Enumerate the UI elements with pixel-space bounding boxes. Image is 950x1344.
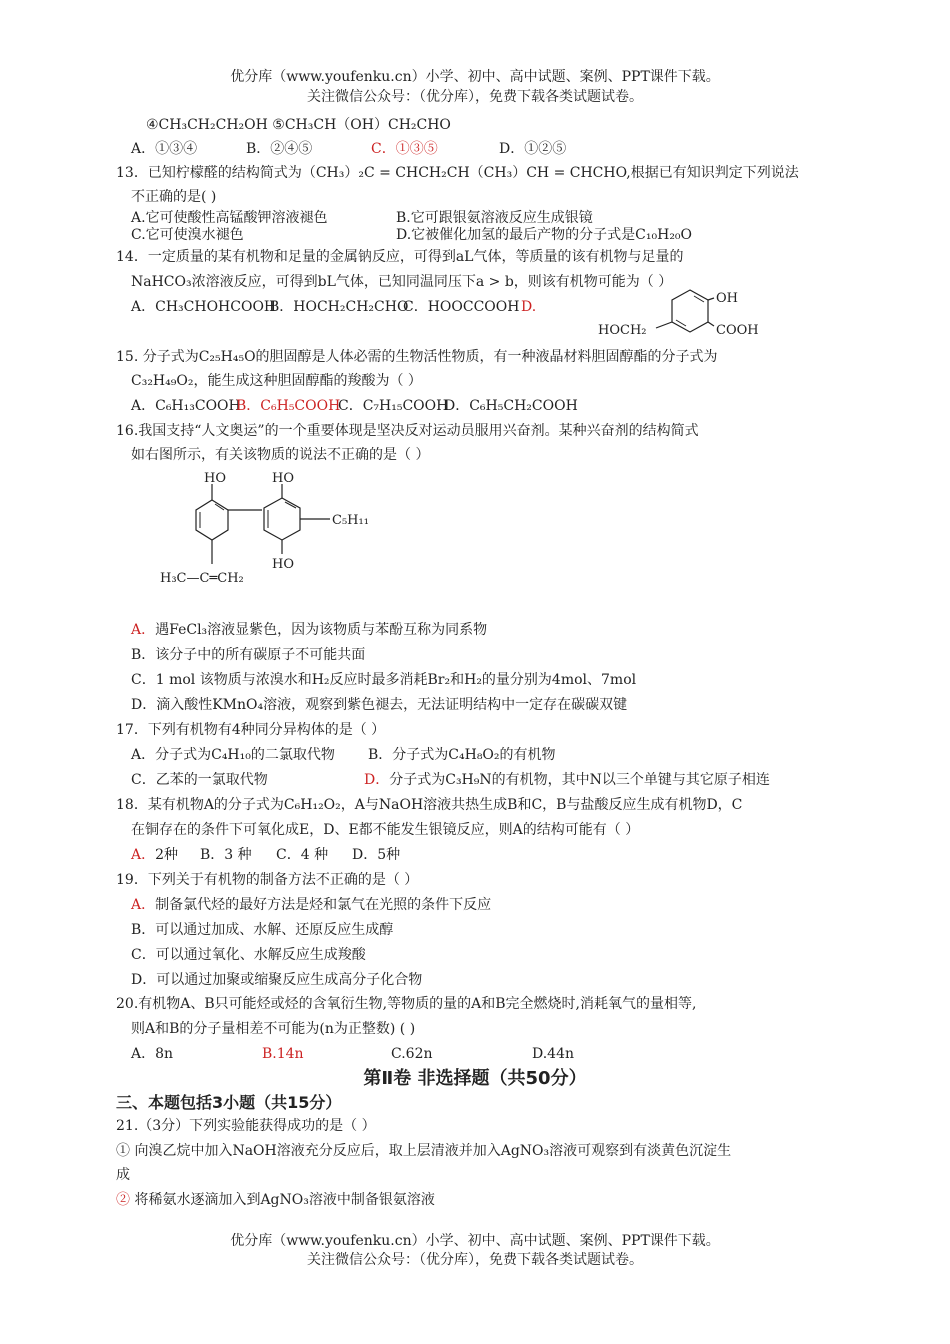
q12-option-a: A．①③④ — [131, 141, 198, 157]
q16-stem-1: 16.我国支持“人文奥运”的一个重要体现是坚决反对运动员服用兴奋剂。某种兴奋剂的结构简式 — [116, 423, 699, 439]
q18-option-c: C．4 种 — [276, 847, 329, 863]
label-ho-bottom: HO — [272, 557, 294, 572]
q16-option-d: D．滴入酸性KMnO₄溶液，观察到紫色褪去，无法证明结构中一定存在碳碳双键 — [131, 697, 628, 713]
q13-option-a: A.它可使酸性高锰酸钾溶液褪色 — [131, 210, 328, 226]
q15-option-a: A．C₆H₁₃COOH — [131, 398, 241, 414]
label-ho-left: HO — [204, 471, 226, 486]
q14-option-a: A．CH₃CHOHCOOH — [131, 299, 277, 315]
q14-option-d: D. — [521, 299, 537, 315]
q18-option-a — [131, 846, 178, 864]
section-3-heading: 三、本题包括3小题（共15分） — [116, 1093, 342, 1112]
q12-option-d: D．①②⑤ — [499, 141, 567, 157]
q14-structure-diagram — [590, 282, 790, 348]
q17-stem: 17．下列有机物有4种同分异构体的是（ ） — [116, 722, 386, 738]
q17-option-d-letter: D． — [364, 772, 390, 788]
label-c5h11: C₅H₁₁ — [332, 513, 369, 528]
q20-option-a: A．8n — [131, 1046, 174, 1062]
q21-item-2-mark: ② — [116, 1192, 130, 1208]
q15-option-c: C．C₇H₁₅COOH — [338, 398, 449, 414]
q12-option-c: C．①③⑤ — [371, 141, 438, 157]
q21-item-1: ① 向溴乙烷中加入NaOH溶液充分反应后，取上层清液并加入AgNO₃溶液可观察到有淡黄色沉淀生 — [116, 1143, 732, 1159]
q14-option-b: B．HOCH₂CH₂CHO — [269, 299, 409, 315]
q14-option-c: C．HOOCCOOH — [403, 299, 520, 315]
q17-option-d-text: 分子式为C₃H₉N的有机物，其中N以三个单键与其它原子相连 — [389, 772, 770, 788]
q13-option-c: C.它可使溴水褪色 — [131, 227, 244, 243]
label-ho-top: HO — [272, 471, 294, 486]
q14-stem-1: 14．一定质量的某有机物和足量的金属钠反应，可得到aL气体，等质量的该有机物与足量的 — [116, 249, 684, 265]
q20-option-d: D.44n — [532, 1046, 575, 1062]
q19-option-a — [131, 896, 491, 914]
q13-stem-2: 不正确的是( ) — [131, 189, 217, 205]
label-alkene: H₃C—C═CH₂ — [160, 571, 244, 586]
q18-stem-1: 18．某有机物A的分子式为C₆H₁₂O₂，A与NaOH溶液共热生成B和C，B与盐酸反应生成有机物D，C — [116, 797, 743, 813]
q21-stem: 21.（3分）下列实验能获得成功的是（ ） — [116, 1118, 376, 1134]
bond-hoch2 — [656, 322, 672, 328]
q21-item-2-text: 将稀氨水逐滴加入到AgNO₃溶液中制备银氨溶液 — [130, 1192, 435, 1208]
header-line-1: 优分库（www.youfenku.cn）小学、初中、高中试题、案例、PPT课件下载。 — [230, 69, 720, 85]
q13-stem-1: 13．已知柠檬醛的结构简式为（CH₃）₂C = CHCH₂CH（CH₃）CH = CHCHO,根据已有知识判定下列说法 — [116, 165, 799, 181]
q17-option-b: B．分子式为C₄H₈O₂的有机物 — [368, 747, 556, 763]
q17-option-c: C．乙苯的一氯取代物 — [131, 772, 268, 788]
q15-option-d: D．C₆H₅CH₂COOH — [444, 398, 578, 414]
q18-option-a-text: 2种 — [155, 847, 179, 863]
bond-oh — [708, 298, 714, 300]
left-benzene-ring — [196, 500, 228, 540]
q17-option-a: A．分子式为C₄H₁₀的二氯取代物 — [131, 747, 335, 763]
q20-option-b: B.14n — [262, 1046, 304, 1062]
part-2-title: 第Ⅱ卷 非选择题（共50分） — [363, 1068, 587, 1089]
q12-option-b: B．②④⑤ — [246, 141, 313, 157]
q21-item-2 — [116, 1191, 435, 1209]
q20-option-c: C.62n — [391, 1046, 433, 1062]
q19-option-c: C．可以通过氧化、水解反应生成羧酸 — [131, 947, 366, 963]
q16-option-c: C．1 mol 该物质与浓溴水和H₂反应时最多消耗Br₂和H₂的量分别为4mol、7mol — [131, 672, 637, 688]
q20-stem-1: 20.有机物A、B只可能烃或烃的含氧衍生物,等物质的量的A和B完全燃烧时,消耗氧气的量相等, — [116, 996, 697, 1012]
footer-line-1: 优分库（www.youfenku.cn）小学、初中、高中试题、案例、PPT课件下载。 — [230, 1233, 720, 1249]
q16-option-a-text: 遇FeCl₃溶液显紫色，因为该物质与苯酚互称为同系物 — [155, 622, 488, 638]
q16-option-a — [131, 621, 487, 639]
q18-option-a-letter: A． — [131, 847, 156, 863]
q13-option-b: B.它可跟银氨溶液反应生成银镜 — [396, 210, 593, 226]
q19-option-b: B．可以通过加成、水解、还原反应生成醇 — [131, 922, 394, 938]
label-cooh: COOH — [716, 323, 759, 338]
q20-stem-2: 则A和B的分子量相差不可能为(n为正整数) ( ) — [131, 1021, 416, 1037]
q15-option-b: B．C₆H₅COOH — [236, 398, 341, 414]
q18-stem-2: 在铜存在的条件下可氧化成E，D、E都不能发生银镜反应，则A的结构可能有（ ） — [131, 822, 640, 838]
q15-stem-2: C₃₂H₄₉O₂，能生成这种胆固醇酯的羧酸为（ ） — [131, 373, 422, 389]
q16-option-b: B．该分子中的所有碳原子不可能共面 — [131, 647, 366, 663]
q16-structure-diagram — [150, 468, 410, 594]
q14-stem-2: NaHCO₃浓溶液反应，可得到bL气体，已知同温同压下a > b，则该有机物可能为（ ） — [131, 274, 673, 290]
footer-line-2: 关注微信公众号：（优分库），免费下载各类试题试卷。 — [307, 1252, 643, 1268]
q16-stem-2: 如右图所示，有关该物质的说法不正确的是（ ） — [131, 447, 430, 463]
q18-option-b: B．3 种 — [200, 847, 252, 863]
q19-stem: 19．下列关于有机物的制备方法不正确的是（ ） — [116, 872, 419, 888]
header-line-2: 关注微信公众号：（优分库），免费下载各类试题试卷。 — [307, 89, 643, 105]
q19-option-a-text: 制备氯代烃的最好方法是烃和氯气在光照的条件下反应 — [155, 897, 492, 913]
q12-items: ④CH₃CH₂CH₂OH ⑤CH₃CH（OH）CH₂CHO — [146, 117, 451, 133]
q19-option-d: D．可以通过加聚或缩聚反应生成高分子化合物 — [131, 972, 423, 988]
q18-option-d: D．5种 — [352, 847, 401, 863]
q15-stem-1: 15. 分子式为C₂₅H₄₅O的胆固醇是人体必需的生物活性物质，有一种液晶材料胆固醇酯的分子式为 — [116, 349, 718, 365]
label-oh: OH — [716, 291, 738, 306]
bond-cooh — [708, 322, 714, 326]
right-benzene-ring — [264, 498, 300, 540]
q17-option-d — [364, 771, 770, 789]
q21-item-1-cont: 成 — [116, 1167, 130, 1183]
label-hoch2: HOCH₂ — [598, 323, 647, 338]
q13-option-d: D.它被催化加氢的最后产物的分子式是C₁₀H₂₀O — [396, 227, 693, 243]
q16-option-a-letter: A． — [131, 622, 156, 638]
q19-option-a-letter: A． — [131, 897, 156, 913]
benzene-ring — [672, 290, 708, 332]
